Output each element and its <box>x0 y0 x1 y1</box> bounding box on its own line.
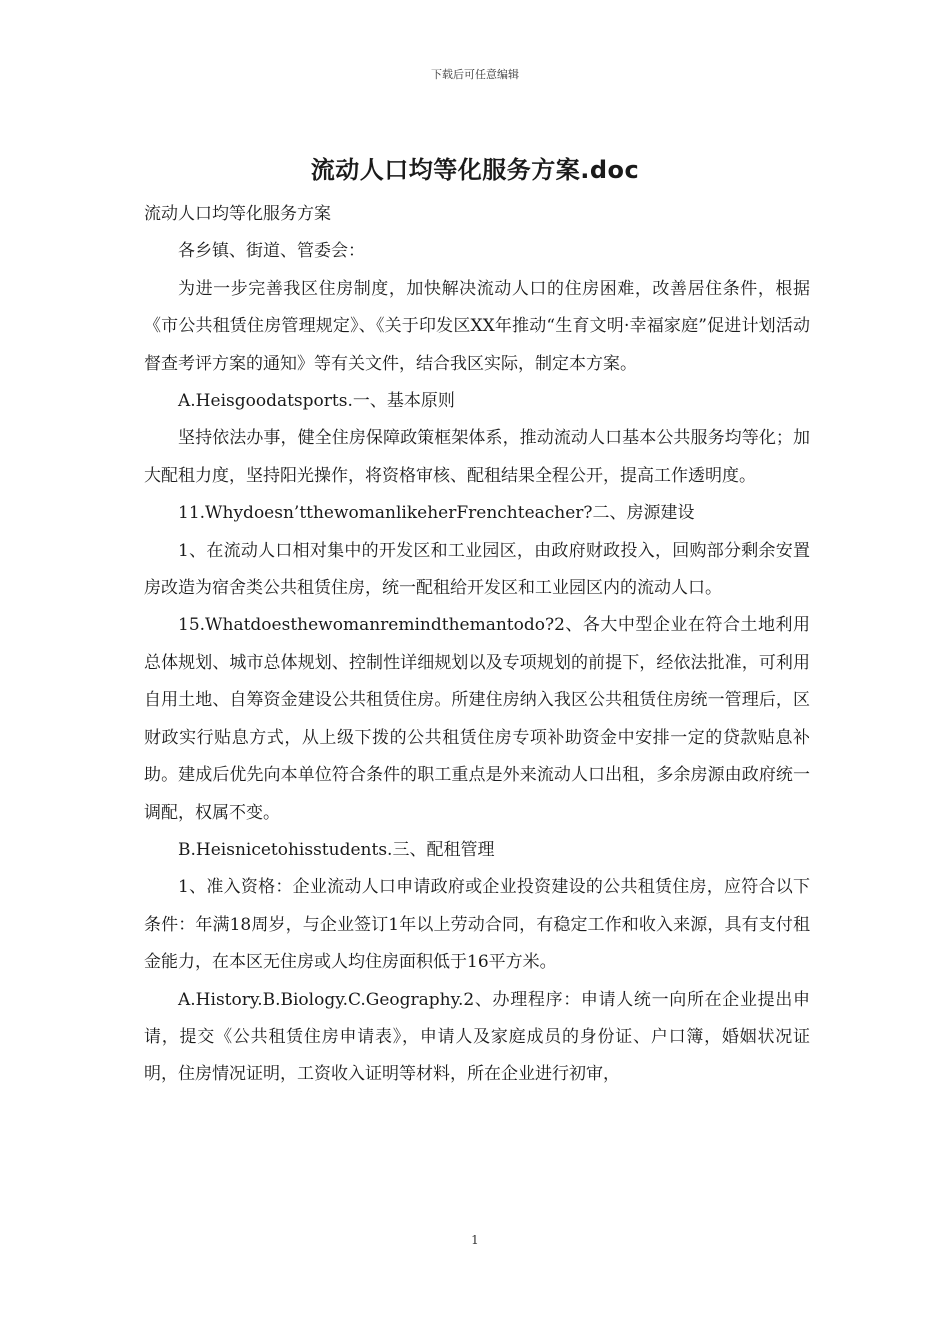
paragraph-addressee: 各乡镇、街道、管委会： <box>178 241 365 262</box>
paragraph-eligibility: 1、准入资格：企业流动人口申请政府或企业投资建设的公共租赁住房，应符合以下条件：年满18周岁，与企业签订1年以上劳动合同，有稳定工作和收入来源，具有支付租金能力，在本区无住房或人均住房面积低于16平方米。 <box>144 877 810 973</box>
section-heading-3: B.Heisnicetohisstudents.三、配租管理 <box>178 839 495 860</box>
section-heading-2: 11.Whydoesn’tthewomanlikeherFrenchteacher?二、房源建设 <box>178 503 695 524</box>
section-heading-1: A.Heisgoodatsports.一、基本原则 <box>178 391 455 412</box>
page-number: 1 <box>471 1233 479 1247</box>
paragraph-procedure: A.History.B.Biology.C.Geography.2、办理程序：申请人统一向所在企业提出申请，提交《公共租赁住房申请表》，申请人及家庭成员的身份证、户口簿，婚姻状况证明，住房情况证明，工资收入证明等材料，所在企业进行初审， <box>144 989 810 1085</box>
paragraph-subtitle: 流动人口均等化服务方案 <box>144 204 331 224</box>
paragraph-housing-1: 1、在流动人口相对集中的开发区和工业园区，由政府财政投入，回购部分剩余安置房改造为宿舍类公共租赁住房，统一配租给开发区和工业园区内的流动人口。 <box>144 540 810 599</box>
paragraph-housing-2: 15.Whatdoesthewomanremindthemantodo?2、各大中型企业在符合土地利用总体规划、城市总体规划、控制性详细规划以及专项规划的前提下，经依法批准，可利用自用土地、自筹资金建设公共租赁住房。所建住房纳入我区公共租赁住房统一管理后，区财政实行贴息方式，从上级下拨的公共租赁住房专项补助资金中安排一定的贷款贴息补助。建成后优先向本单位符合条件的职工重点是外来流动人口出租，多余房源由政府统一调配，权属不变。 <box>144 615 810 823</box>
paragraph-intro: 为进一步完善我区住房制度，加快解决流动人口的住房困难，改善居住条件，根据《市公共租赁住房管理规定》、《关于印发区XX年推动“生育文明·幸福家庭”促进计划活动督查考评方案的通知》等有关文件，结合我区实际，制定本方案。 <box>144 278 810 374</box>
paragraph-principles: 坚持依法办事，健全住房保障政策框架体系，推动流动人口基本公共服务均等化；加大配租力度，坚持阳光操作，将资格审核、配租结果全程公开，提高工作透明度。 <box>144 428 810 486</box>
document-body <box>144 196 810 1094</box>
document-title: 流动人口均等化服务方案.doc <box>310 156 640 184</box>
page-header-note: 下载后可任意编辑 <box>431 68 519 81</box>
